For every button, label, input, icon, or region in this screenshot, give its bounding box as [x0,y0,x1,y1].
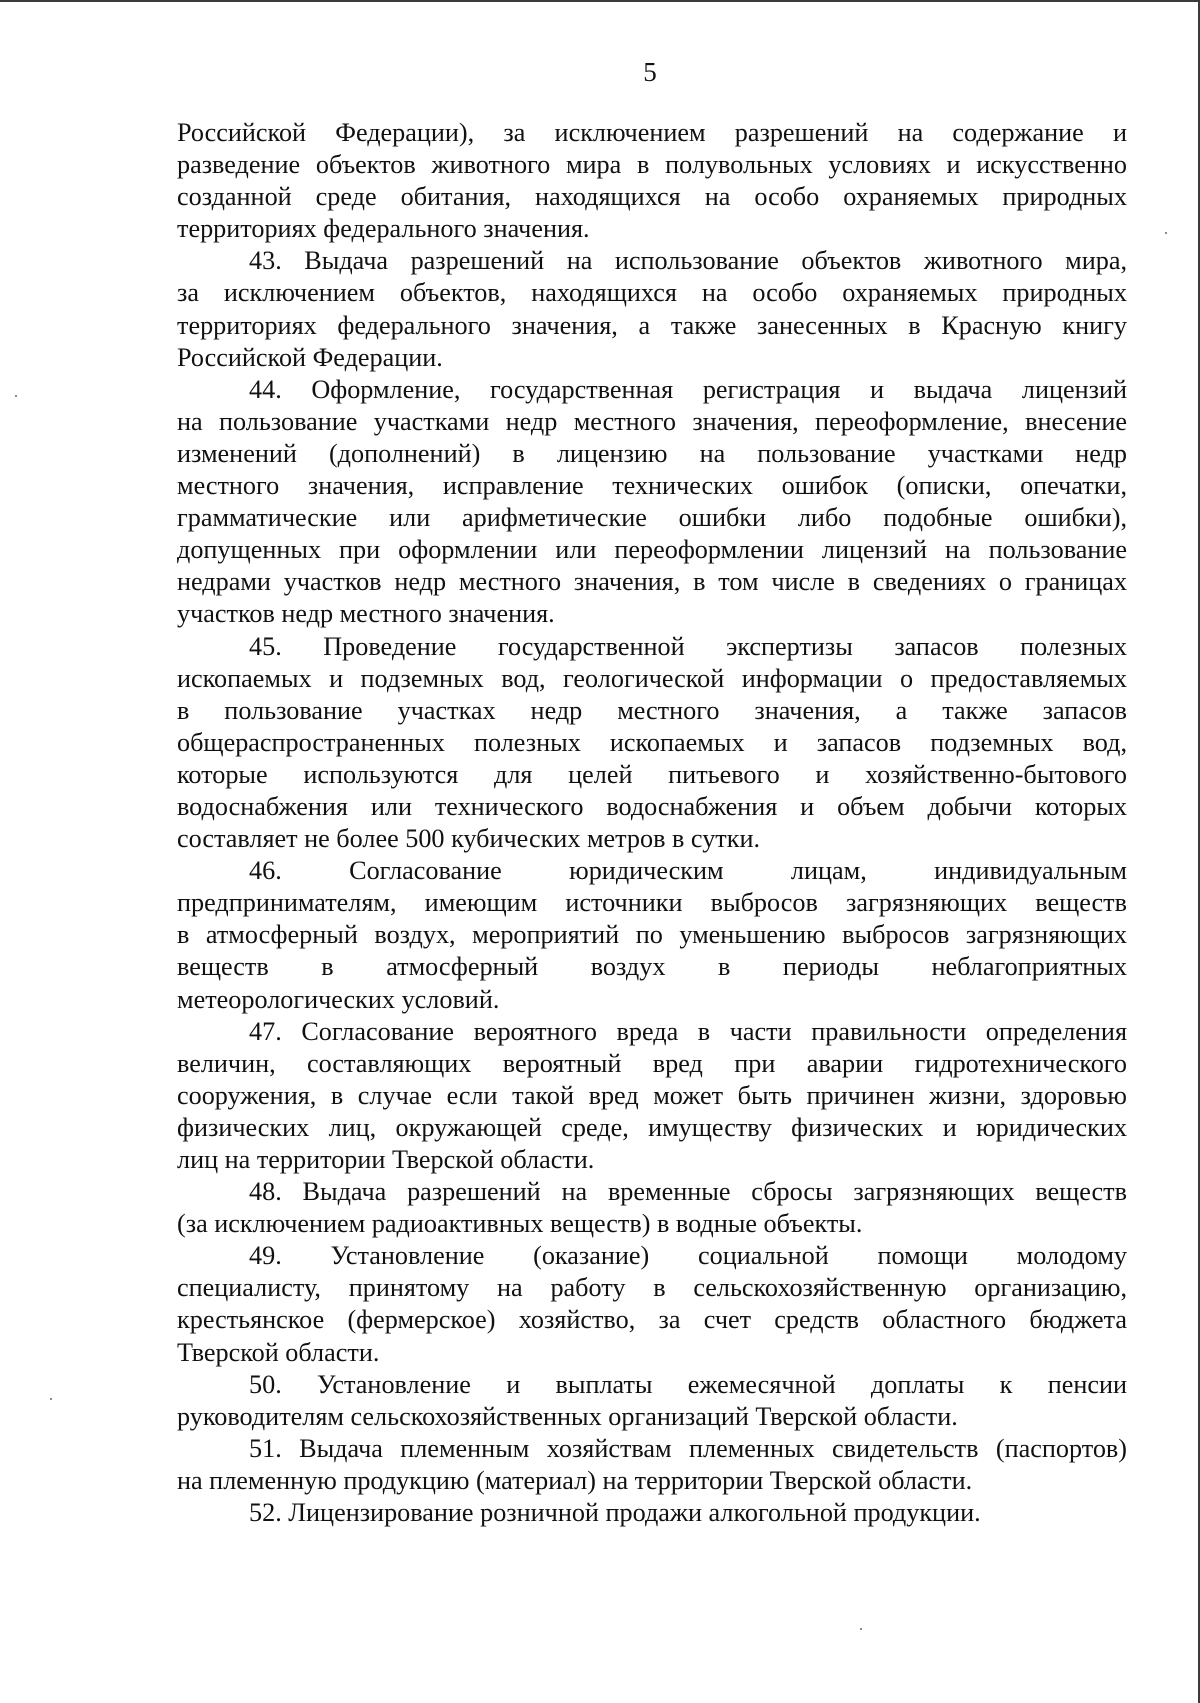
text-line: 47. Согласование вероятного вреда в части правильности определения [249,1016,1127,1046]
text-line: Тверской области. [177,1337,380,1367]
text-line: крестьянское (фермерское) хозяйство, за счет средств областного бюджета [177,1305,1127,1335]
paragraph-item-45 [177,631,1127,856]
scan-speck [50,1398,52,1400]
text-line: территориях федерального значения. [177,214,590,244]
text-line: Российской Федерации), за исключением разрешений на содержание и [177,118,1127,147]
scan-speck [860,1628,862,1630]
document-body [177,117,1127,1529]
text-line: грамматические или арифметические ошибки либо подобные ошибки), [177,503,1127,533]
text-line: в пользование участках недр местного значения, а также запасов [177,695,1127,725]
text-line: 48. Выдача разрешений на временные сбросы загрязняющих веществ [249,1177,1127,1207]
text-line: метеорологических условий. [177,984,500,1014]
text-line: 45. Проведение государственной экспертизы запасов полезных [249,631,1127,661]
text-line: водоснабжения или технического водоснабжения и объем добычи которых [177,791,1127,821]
text-line: физических лиц, окружающей среде, имуществу физических и юридических [177,1112,1127,1142]
text-line: сооружения, в случае если такой вред может быть причинен жизни, здоровью [177,1080,1127,1110]
paragraph-item-46 [177,855,1127,1015]
text-line: территориях федерального значения, а также занесенных в Красную книгу [177,310,1127,340]
text-line: за исключением объектов, находящихся на особо охраняемых природных [177,278,1127,308]
scan-speck [15,395,17,397]
text-line: изменений (дополнений) в лицензию на пользование участками недр [177,438,1127,468]
text-line: величин, составляющих вероятный вред при аварии гидротехнического [177,1048,1127,1078]
text-line: созданной среде обитания, находящихся на особо охраняемых природных [177,182,1127,212]
paragraph-continuation [177,117,1127,245]
text-line: допущенных при оформлении или переоформлении лицензий на пользование [177,535,1127,565]
text-line: местного значения, исправление технических ошибок (описки, опечатки, [177,471,1127,501]
paragraph-item-48 [177,1176,1127,1240]
text-line: недрами участков недр местного значения, в том числе в сведениях о границах [177,567,1127,597]
paragraph-item-47 [177,1016,1127,1176]
scan-border-top [0,0,1200,2]
text-line: которые используются для целей питьевого и хозяйственно-бытового [177,759,1127,789]
page-number: 5 [643,57,657,87]
text-line: специалисту, принятому на работу в сельскохозяйственную организацию, [177,1273,1127,1303]
paragraph-item-51 [177,1433,1127,1497]
text-line: 51. Выдача племенным хозяйствам племенных свидетельств (паспортов) [249,1433,1127,1463]
text-line: руководителям сельскохозяйственных организаций Тверской области. [177,1401,958,1431]
text-line: 43. Выдача разрешений на использование объектов животного мира, [249,246,1127,276]
text-line: (за исключением радиоактивных веществ) в водные объекты. [177,1209,863,1239]
text-line: участков недр местного значения. [177,599,555,629]
scan-speck [1165,232,1167,234]
text-line: лиц на территории Тверской области. [177,1145,595,1174]
text-line: составляет не более 500 кубических метров в сутки. [177,824,761,854]
text-line: 49. Установление (оказание) социальной помощи молодому [249,1241,1127,1271]
text-line: 44. Оформление, государственная регистрация и выдача лицензий [249,374,1127,404]
text-line: разведение объектов животного мира в полувольных условиях и искусственно [177,150,1127,180]
text-line: 46. Согласование юридическим лицам, индивидуальным [249,856,1127,886]
paragraph-item-52 [177,1497,1127,1529]
text-line: 50. Установление и выплаты ежемесячной доплаты к пенсии [249,1369,1127,1399]
paragraph-item-43 [177,245,1127,373]
paragraph-item-50 [177,1369,1127,1433]
paragraph-item-44 [177,374,1127,631]
text-line: предпринимателям, имеющим источники выбросов загрязняющих веществ [177,888,1127,918]
text-line: общераспространенных полезных ископаемых и запасов подземных вод, [177,727,1127,757]
paragraph-item-49 [177,1240,1127,1368]
text-line: на племенную продукцию (материал) на территории Тверской области. [177,1465,973,1495]
text-line: Российской Федерации. [177,342,443,372]
text-line: в атмосферный воздух, мероприятий по уменьшению выбросов загрязняющих [177,920,1127,950]
text-line: на пользование участками недр местного значения, переоформление, внесение [177,406,1127,436]
text-line: 52. Лицензирование розничной продажи алкогольной продукции. [249,1498,981,1528]
text-line: ископаемых и подземных вод, геологической информации о предоставляемых [177,663,1127,693]
text-line: веществ в атмосферный воздух в периоды неблагоприятных [177,952,1127,982]
